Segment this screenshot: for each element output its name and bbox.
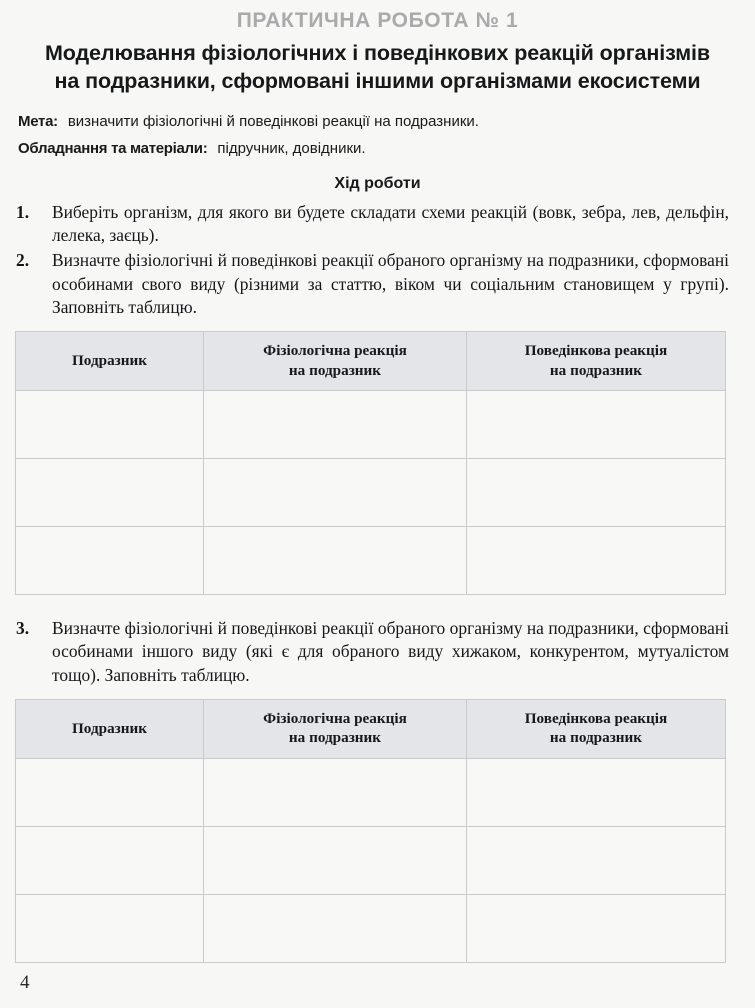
meta-label-equipment: Обладнання та матеріали: (18, 140, 208, 158)
cell-stimulus[interactable] (16, 826, 204, 894)
cell-stimulus[interactable] (16, 459, 204, 527)
table-head-other-species (16, 700, 726, 759)
table-wrapper-own-species (0, 331, 755, 595)
reactions-table-own-species (15, 331, 726, 595)
practical-work-kicker: ПРАКТИЧНА РОБОТА № 1 (236, 9, 519, 32)
meta-row-equipment (18, 137, 737, 160)
cell-behavioural[interactable] (467, 758, 726, 826)
meta-row-objective (18, 110, 737, 133)
step-text-3: Визначте фізіологічні й поведінкові реакції обраного організму на подразники, сформовані особинами іншого виду (які є для обраного виду хижаком, конкурентом, мутуалістом тощо). Заповніть таблицю. (52, 618, 729, 685)
spacer-above-table-2 (0, 689, 755, 699)
column-header-physiological (204, 332, 467, 391)
cell-physiological[interactable] (204, 826, 467, 894)
cell-stimulus[interactable] (16, 527, 204, 595)
page-number: 4 (20, 972, 30, 993)
step-item-2 (16, 249, 729, 319)
cell-behavioural[interactable] (467, 527, 726, 595)
document-page (0, 8, 755, 1008)
column-header-behavioural-line-2: на подразник (549, 361, 643, 379)
page-title-line-1: Моделювання фізіологічних і поведінкових реакцій організмів (44, 41, 711, 66)
table-body-own-species (16, 391, 726, 595)
step-item-3 (16, 617, 729, 687)
steps-list-first (0, 201, 755, 320)
meta-value-objective: визначити фізіологічні й поведінкові реакції на подразники. (67, 113, 479, 131)
table-row (16, 459, 726, 527)
meta-label-objective: Мета: (18, 113, 58, 131)
cell-physiological[interactable] (204, 758, 467, 826)
cell-physiological[interactable] (204, 527, 467, 595)
cell-stimulus[interactable] (16, 391, 204, 459)
spacer-below-table-1 (0, 595, 755, 617)
cell-physiological[interactable] (204, 391, 467, 459)
column-header-behavioural (467, 700, 726, 759)
table-row (16, 826, 726, 894)
table-row (16, 758, 726, 826)
page-title (18, 40, 737, 96)
meta-value-equipment: підручник, довідники. (217, 140, 366, 158)
column-header-stimulus-line-1: Подразник (71, 719, 148, 737)
cell-physiological[interactable] (204, 894, 467, 962)
step-number-3: 3. (16, 618, 30, 639)
step-number-2: 2. (16, 250, 30, 271)
table-wrapper-other-species (0, 699, 755, 963)
spacer-above-table-1 (0, 321, 755, 331)
table-row (16, 391, 726, 459)
step-text-2: Визначте фізіологічні й поведінкові реакції обраного організму на подразники, сформовані особинами свого виду (різними за статтю, віком чи соціальним становищем у групі). Заповніть таблицю. (52, 250, 729, 317)
column-header-physiological-line-1: Фізіологічна реакція (263, 342, 407, 360)
cell-behavioural[interactable] (467, 826, 726, 894)
cell-behavioural[interactable] (467, 459, 726, 527)
column-header-behavioural (467, 332, 726, 391)
page-title-line-2: на подразники, сформовані іншими організмами екосистеми (54, 69, 701, 94)
column-header-physiological (204, 700, 467, 759)
meta-list (0, 110, 755, 161)
column-header-stimulus (16, 700, 204, 759)
column-header-behavioural-line-1: Поведінкова реакція (524, 342, 668, 360)
column-header-physiological-line-2: на подразник (288, 729, 382, 747)
step-number-1: 1. (16, 201, 30, 222)
column-header-behavioural-line-1: Поведінкова реакція (524, 710, 668, 728)
step-item-1 (16, 201, 729, 248)
cell-stimulus[interactable] (16, 758, 204, 826)
column-header-stimulus (16, 332, 204, 391)
column-header-physiological-line-1: Фізіологічна реакція (263, 710, 407, 728)
column-header-behavioural-line-2: на подразник (549, 729, 643, 747)
cell-behavioural[interactable] (467, 391, 726, 459)
column-header-physiological-line-2: на подразник (288, 361, 382, 379)
table-row (16, 527, 726, 595)
cell-physiological[interactable] (204, 459, 467, 527)
section-heading-procedure: Хід роботи (334, 174, 421, 192)
column-header-stimulus-line-1: Подразник (71, 351, 148, 369)
table-header-row (16, 332, 726, 391)
step-text-1: Виберіть організм, для якого ви будете складати схеми реакцій (вовк, зебра, лев, дельфін, лелека, заєць). (52, 201, 729, 245)
table-body-other-species (16, 758, 726, 962)
table-head-own-species (16, 332, 726, 391)
cell-stimulus[interactable] (16, 894, 204, 962)
cell-behavioural[interactable] (467, 894, 726, 962)
reactions-table-other-species (15, 699, 726, 963)
steps-list-second (0, 617, 755, 687)
table-header-row (16, 700, 726, 759)
table-row (16, 894, 726, 962)
